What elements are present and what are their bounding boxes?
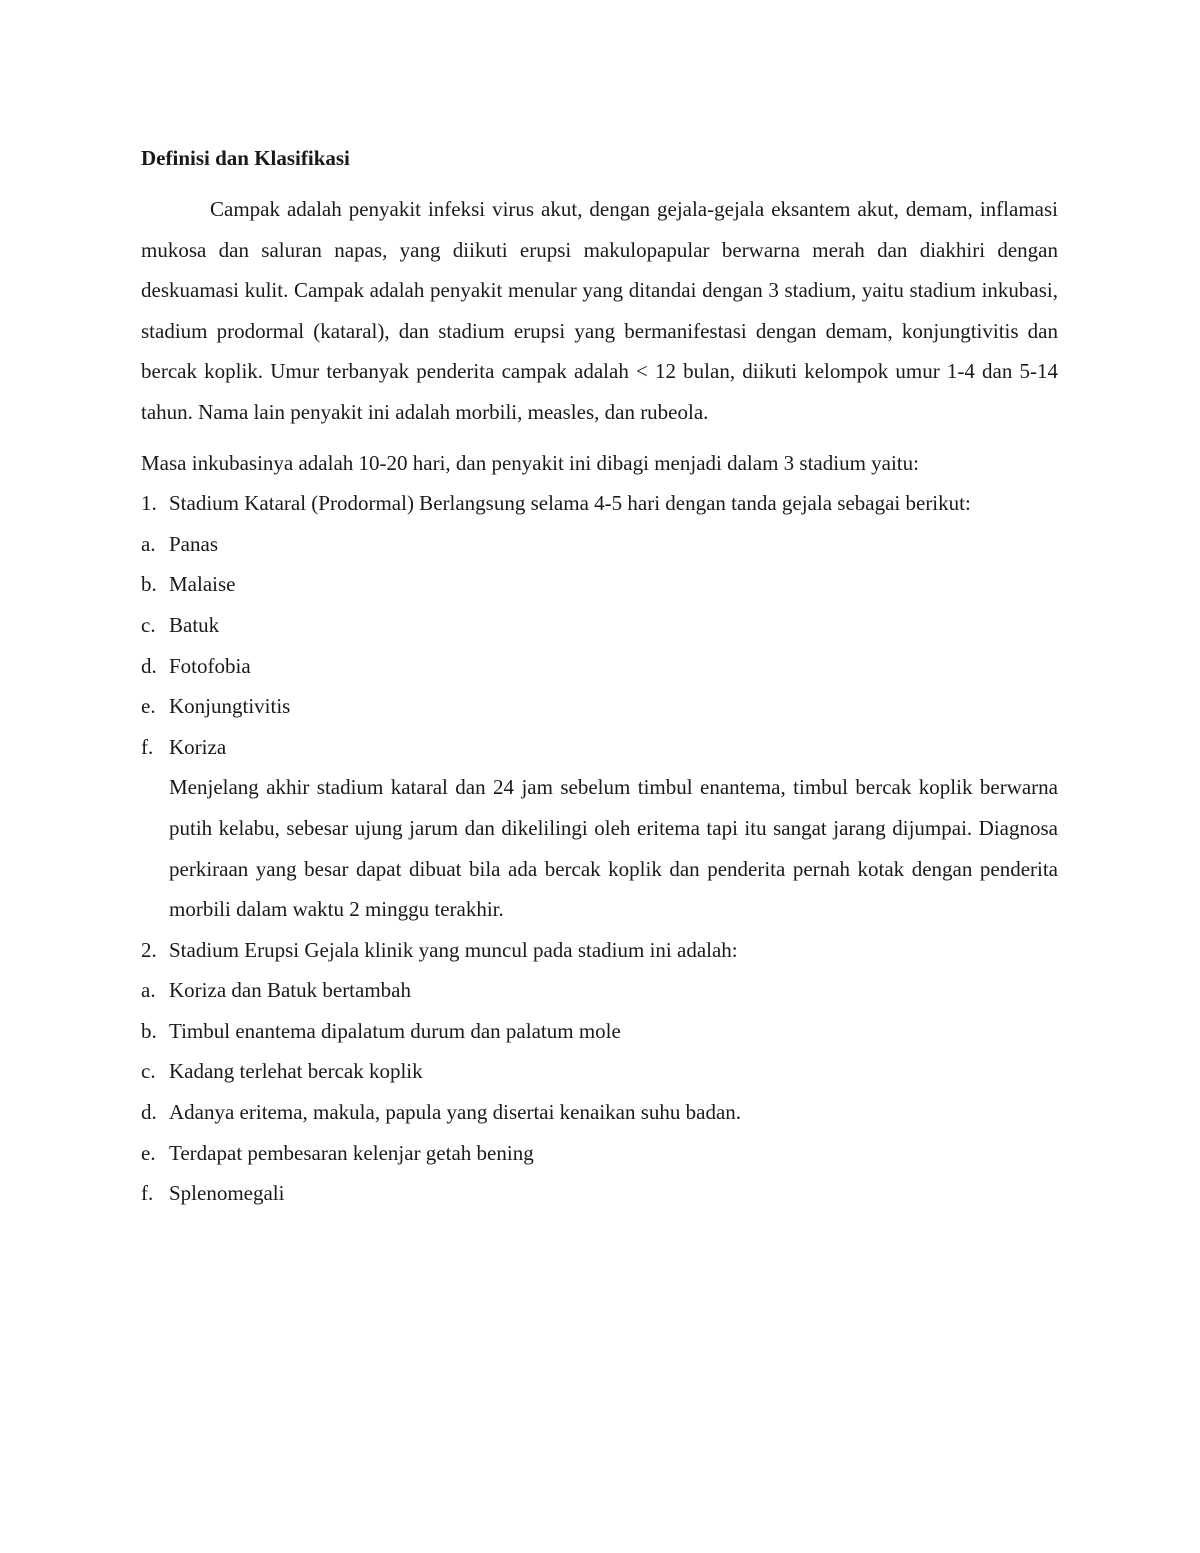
- stage-number: 2.: [141, 937, 157, 962]
- symptom-list: [141, 524, 1058, 768]
- list-letter: b.: [141, 572, 157, 597]
- list-item: [141, 727, 1058, 768]
- list-item: [141, 1011, 1058, 1052]
- stage-number: 1.: [141, 491, 157, 516]
- list-item: [141, 564, 1058, 605]
- list-text: Fotofobia: [169, 653, 251, 678]
- list-item: [141, 970, 1058, 1011]
- list-letter: d.: [141, 653, 157, 678]
- list-letter: a.: [141, 531, 156, 556]
- list-text: Koriza dan Batuk bertambah: [169, 978, 411, 1003]
- list-item: [141, 1051, 1058, 1092]
- stage-list: [141, 483, 1058, 1214]
- stage-note: Menjelang akhir stadium kataral dan 24 jam sebelum timbul enantema, timbul bercak koplik berwarna putih kelabu, sebesar ujung jarum dan dikelilingi oleh eritema tapi itu sangat jarang dijumpai. Diagnosa perkiraan yang besar dapat dibuat bila ada bercak koplik dan penderita pernah kotak dengan penderita morbili dalam waktu 2 minggu terakhir.: [169, 775, 1058, 922]
- document-content: [141, 138, 1058, 1214]
- list-item: [141, 605, 1058, 646]
- list-text: Adanya eritema, makula, papula yang disertai kenaikan suhu badan.: [169, 1100, 742, 1125]
- list-letter: e.: [141, 1140, 156, 1165]
- list-item: [141, 1092, 1058, 1133]
- list-letter: e.: [141, 694, 156, 719]
- list-item: [141, 686, 1058, 727]
- list-text: Malaise: [169, 572, 236, 597]
- list-letter: a.: [141, 978, 156, 1003]
- list-text: Konjungtivitis: [169, 694, 291, 719]
- list-letter: f.: [141, 734, 154, 759]
- list-text: Timbul enantema dipalatum durum dan palatum mole: [169, 1018, 621, 1043]
- list-letter: f.: [141, 1181, 154, 1206]
- list-letter: b.: [141, 1018, 157, 1043]
- paragraph-definition: Campak adalah penyakit infeksi virus akut, dengan gejala-gejala eksantem akut, demam, inflamasi mukosa dan saluran napas, yang diikuti erupsi makulopapular berwarna merah dan diakhiri dengan deskuamasi kulit. Campak adalah penyakit menular yang ditandai dengan 3 stadium, yaitu stadium inkubasi, stadium prodormal (kataral), dan stadium erupsi yang bermanifestasi dengan demam, konjungtivitis dan bercak koplik. Umur terbanyak penderita campak adalah < 12 bulan, diikuti kelompok umur 1-4 dan 5-14 tahun. Nama lain penyakit ini adalah morbili, measles, dan rubeola.: [141, 197, 1058, 424]
- list-item: [141, 1133, 1058, 1174]
- stage-item: [141, 483, 1058, 930]
- symptom-list: [141, 970, 1058, 1214]
- list-letter: c.: [141, 1059, 156, 1084]
- list-text: Koriza: [169, 734, 227, 759]
- list-text: Panas: [169, 531, 218, 556]
- stage-text: Stadium Erupsi Gejala klinik yang muncul pada stadium ini adalah:: [169, 937, 738, 962]
- list-text: Batuk: [169, 612, 220, 637]
- section-heading: Definisi dan Klasifikasi: [141, 146, 350, 170]
- list-text: Kadang terlehat bercak koplik: [169, 1059, 423, 1084]
- stage-text: Stadium Kataral (Prodormal) Berlangsung selama 4-5 hari dengan tanda gejala sebagai berikut:: [169, 491, 971, 516]
- list-text: Splenomegali: [169, 1181, 285, 1206]
- list-item: [141, 646, 1058, 687]
- list-item: [141, 1173, 1058, 1214]
- list-letter: c.: [141, 612, 156, 637]
- list-letter: d.: [141, 1100, 157, 1125]
- list-item: [141, 524, 1058, 565]
- list-text: Terdapat pembesaran kelenjar getah bening: [169, 1140, 534, 1165]
- stage-item: [141, 930, 1058, 1214]
- paragraph-incubation: Masa inkubasinya adalah 10-20 hari, dan penyakit ini dibagi menjadi dalam 3 stadium yaitu:: [141, 450, 919, 475]
